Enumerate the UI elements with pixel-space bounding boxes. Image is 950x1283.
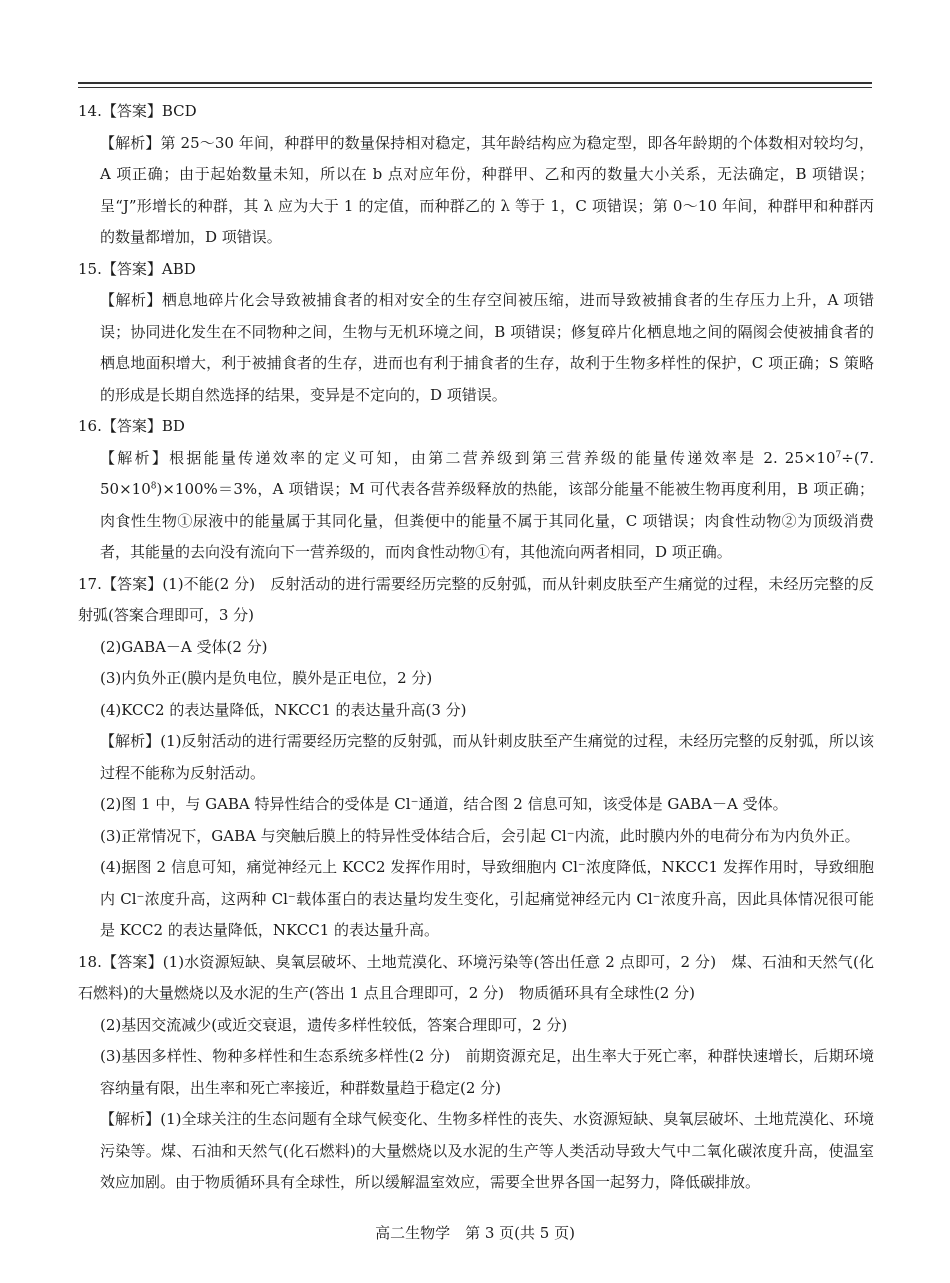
q17-answer-2: (2)GABA－A 受体(2 分) xyxy=(100,637,268,656)
q16-text-before: 【解析】根据能量传递效率的定义可知，由第二营养级到第三营养级的能量传递效率是 2. 25×10 xyxy=(100,448,836,467)
q18-answer-2: (2)基因交流减少(或近交衰退，遗传多样性较低，答案合理即可，2 分) xyxy=(100,1015,568,1034)
q17-analysis-3: (3)正常情况下，GABA 与突触后膜上的特异性受体结合后，会引起 Cl⁻内流，此时膜内外的电荷分布为内负外正。 xyxy=(100,826,860,845)
q17-analysis-2: (2)图 1 中，与 GABA 特异性结合的受体是 Cl⁻通道，结合图 2 信息可知，该受体是 GABA－A 受体。 xyxy=(100,795,788,813)
q17-analysis-1: 【解析】(1)反射活动的进行需要经历完整的反射弧，而从针刺皮肤至产生痛觉的过程，未经历完整的反射弧，所以该过程不能称为反射活动。 xyxy=(100,732,874,782)
q17-answer-1: 17.【答案】(1)不能(2 分) 反射活动的进行需要经历完整的反射弧，而从针刺皮肤至产生痛觉的过程，未经历完整的反射弧(答案合理即可，3 分) xyxy=(78,574,874,624)
q18-answer-3: (3)基因多样性、物种多样性和生态系统多样性(2 分) 前期资源充足，出生率大于死亡率，种群快速增长，后期环境容纳量有限，出生率和死亡率接近，种群数量趋于稳定(2 分) xyxy=(100,1047,874,1097)
q15-analysis: 【解析】栖息地碎片化会导致被捕食者的相对安全的生存空间被压缩，进而导致被捕食者的生存压力上升，A 项错误；协同进化发生在不同物种之间，生物与无机环境之间，B 项错误；修复碎片化栖息地之间的隔阂会使被捕食者的栖息地面积增大，利于被捕食者的生存，进而也有利于捕食者的生存，故利于生物多样性的保护，C 项正确；S 策略的形成是长期自然选择的结果，变异是不定向的，D 项错误。 xyxy=(100,291,874,404)
q14-analysis: 【解析】第 25～30 年间，种群甲的数量保持相对稳定，其年龄结构应为稳定型，即各年龄期的个体数相对较均匀，A 项正确；由于起始数量未知，所以在 b 点对应年份，种群甲、乙和丙的数量大小关系，无法确定，B 项错误；呈“J”形增长的种群，其 λ 应为大于 1 的定值，而种群乙的 λ 等于 1，C 项错误；第 0～10 年间，种群甲和种群丙的数量都增加，D 项错误。 xyxy=(100,133,874,246)
q17-analysis-4: (4)据图 2 信息可知，痛觉神经元上 KCC2 发挥作用时，导致细胞内 Cl⁻浓度降低，NKCC1 发挥作用时，导致细胞内 Cl⁻浓度升高，这两种 Cl⁻载体蛋白的表达量均发生变化，引起痛觉神经元内 Cl⁻浓度升高，因此具体情况很可能是 KCC2 的表达量降低，NKCC1 的表达量升高。 xyxy=(100,858,874,939)
page-footer: 高二生物学 第 3 页(共 5 页) xyxy=(375,1224,575,1242)
q16-exponent-1: 7 xyxy=(835,450,842,461)
q15-answer: 15.【答案】ABD xyxy=(78,259,196,278)
answer-content xyxy=(78,96,874,1199)
q16-analysis xyxy=(78,443,874,569)
q16-answer: 16.【答案】BD xyxy=(78,417,185,435)
q17-answer-3: (3)内负外正(膜内是负电位，膜外是正电位，2 分) xyxy=(100,669,433,687)
q18-answer-1: 18.【答案】(1)水资源短缺、臭氧层破坏、土地荒漠化、环境污染等(答出任意 2 点即可，2 分) 煤、石油和天然气(化石燃料)的大量燃烧以及水泥的生产(答出 1 点且合理即可，2 分) 物质循环具有全球性(2 分) xyxy=(78,952,874,1002)
q16-text-mid: ÷(7. 50×10 xyxy=(100,448,874,498)
q16-exponent-2: 8 xyxy=(150,481,157,492)
q14-answer: 14.【答案】BCD xyxy=(78,102,197,120)
q16-text-after: )×100%＝3%，A 项错误；M 可代表各营养级释放的热能，该部分能量不能被生物再度利用，B 项正确；肉食性生物①尿液中的能量属于其同化量，但粪便中的能量不属于其同化量，C 项错误；肉食性动物②为顶级消费者，其能量的去向没有流向下一营养级的，而肉食性动物①有，其他流向两者相同，D 项正确。 xyxy=(100,480,874,561)
header-rule-thin xyxy=(78,87,872,88)
header-rule-thick xyxy=(78,82,872,84)
q18-analysis-1: 【解析】(1)全球关注的生态问题有全球气候变化、生物多样性的丧失、水资源短缺、臭氧层破坏、土地荒漠化、环境污染等。煤、石油和天然气(化石燃料)的大量燃烧以及水泥的生产等人类活动导致大气中二氧化碳浓度升高，使温室效应加剧。由于物质循环具有全球性，所以缓解温室效应，需要全世界各国一起努力，降低碳排放。 xyxy=(100,1110,874,1191)
q17-answer-4: (4)KCC2 的表达量降低，NKCC1 的表达量升高(3 分) xyxy=(100,700,467,719)
